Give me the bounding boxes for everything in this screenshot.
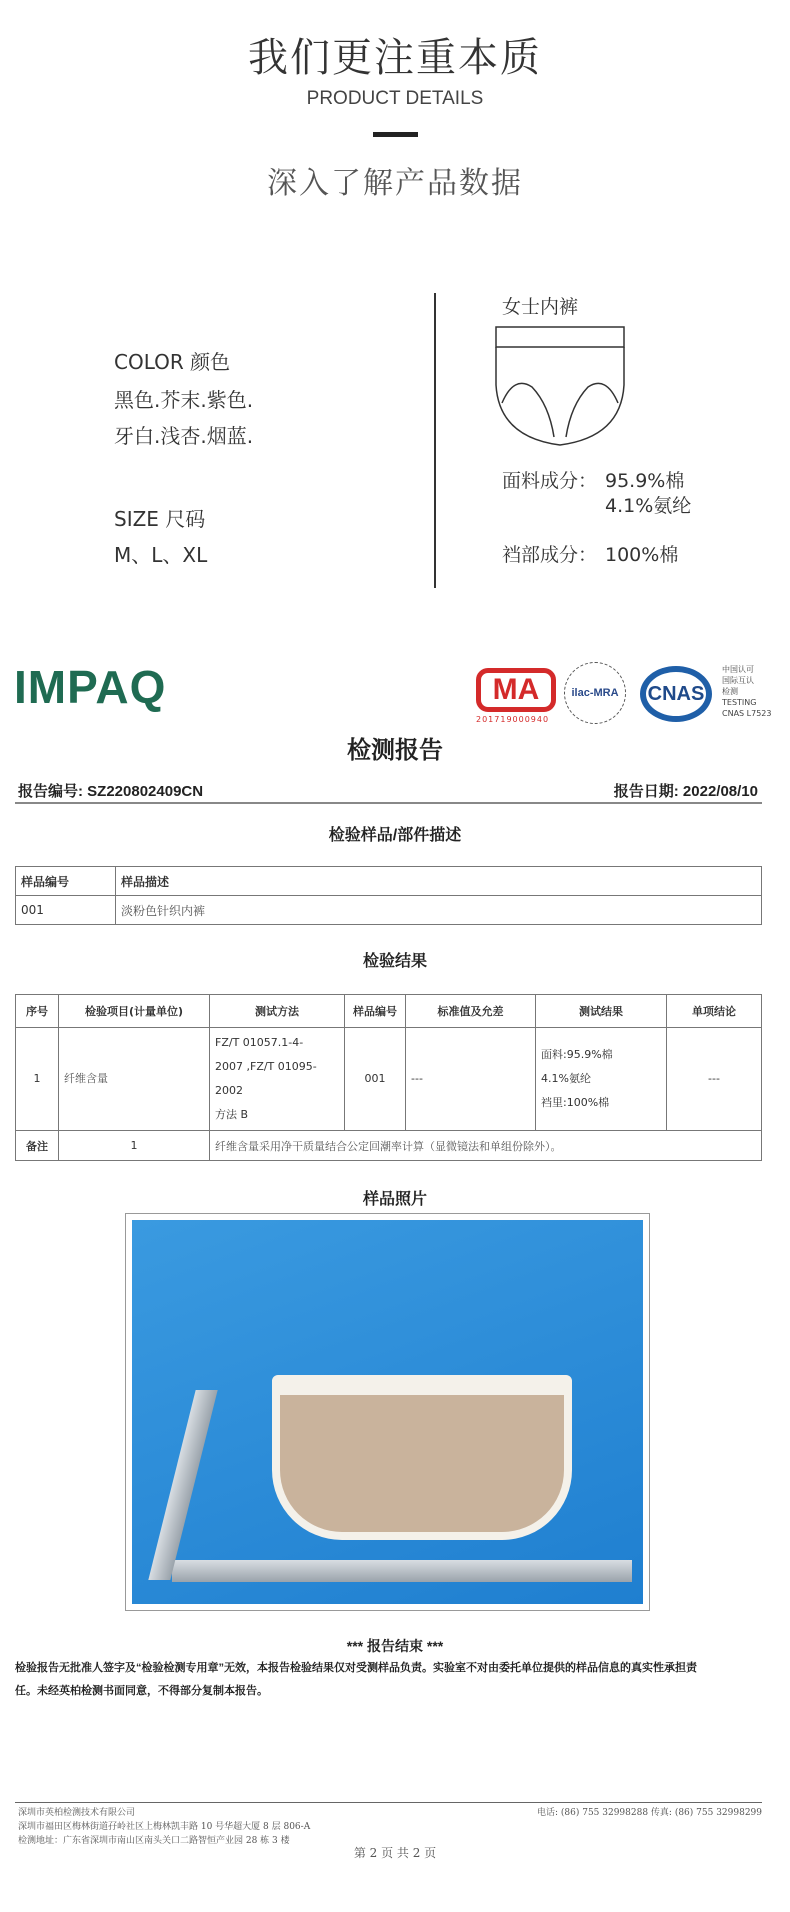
- size-label: SIZE 尺码: [114, 507, 206, 531]
- impaq-logo: IMPAQ: [14, 661, 167, 713]
- colors-line-2: 牙白.浅杏.烟蓝.: [114, 424, 254, 448]
- result-conclusion: ---: [667, 1028, 762, 1131]
- result-item: 纤维含量: [59, 1028, 210, 1131]
- remark-label: 备注: [16, 1131, 59, 1161]
- report-number: 报告编号: SZ220802409CN: [18, 783, 204, 800]
- footer-divider: [15, 1802, 762, 1803]
- result-line: 面料:95.9%棉: [541, 1048, 613, 1061]
- disclaimer-line: 任。未经英柏检测书面同意，不得部分复制本报告。: [15, 1685, 268, 1697]
- result-header: 测试结果: [536, 995, 667, 1028]
- sample-table: [15, 866, 762, 925]
- panties-photo: [272, 1375, 572, 1540]
- page-title: 我们更注重本质: [248, 35, 542, 81]
- ruler-vertical: [148, 1390, 217, 1580]
- page-subtitle: PRODUCT DETAILS: [306, 88, 484, 109]
- report-title: 检测报告: [347, 737, 443, 764]
- result-header: 序号: [16, 995, 59, 1028]
- cnas-side-text: 检测: [722, 687, 738, 696]
- ruler-horizontal: [172, 1560, 632, 1582]
- report-divider: [15, 802, 762, 804]
- cnas-text: CNAS: [647, 683, 705, 705]
- cnas-side-text: 中国认可: [722, 665, 754, 674]
- result-header: 单项结论: [667, 995, 762, 1028]
- sample-cell: 001: [16, 896, 116, 925]
- result-table: [15, 994, 762, 1161]
- footer-lab: 检测地址：广东省深圳市南山区南头关口二路智恒产业园 28 栋 3 楼: [18, 1836, 290, 1846]
- tagline: 深入了解产品数据: [267, 166, 523, 201]
- cnas-side-text: CNAS L7523: [722, 709, 772, 718]
- sample-section-title: 检验样品/部件描述: [328, 827, 462, 844]
- panties-icon: [494, 325, 626, 447]
- result-section-title: 检验结果: [362, 953, 427, 970]
- remark-text: 纤维含量采用净干质量结合公定回潮率计算（显微镜法和单组份除外）。: [210, 1131, 762, 1161]
- photo-section-title: 样品照片: [362, 1191, 427, 1208]
- title-divider: [373, 132, 418, 137]
- result-header: 检验项目(计量单位): [59, 995, 210, 1028]
- result-line: 裆里:100%棉: [541, 1096, 610, 1109]
- cma-text: MA: [492, 673, 540, 706]
- result-sample: 001: [345, 1028, 406, 1131]
- ilac-logo: [564, 662, 626, 724]
- sample-photo: [125, 1213, 650, 1611]
- cnas-logo: [640, 666, 712, 722]
- result-header: 标准值及允差: [406, 995, 536, 1028]
- result-header: 测试方法: [210, 995, 345, 1028]
- sample-cell: 淡粉色针织内裤: [116, 896, 762, 925]
- sample-header: 样品描述: [116, 867, 762, 896]
- method-line: 方法 B: [215, 1108, 249, 1121]
- fabric-2: 4.1%氨纶: [605, 495, 692, 517]
- result-standard: ---: [406, 1028, 536, 1131]
- footer-address: 深圳市福田区梅林街道孖岭社区上梅林凯丰路 10 号华超大厦 8 层 806-A: [18, 1822, 311, 1832]
- sample-header: 样品编号: [16, 867, 116, 896]
- color-label: COLOR 颜色: [114, 350, 231, 374]
- report-date: 报告日期: 2022/08/10: [613, 783, 758, 800]
- colors-line-1: 黑色.芥末.紫色.: [114, 388, 254, 412]
- sizes: M、L、XL: [114, 543, 208, 567]
- result-no: 1: [16, 1028, 59, 1131]
- page-number: 第 2 页 共 2 页: [353, 1846, 437, 1860]
- crotch-value: 100%棉: [605, 544, 679, 566]
- ilac-text: ilac-MRA: [571, 687, 619, 699]
- remark-no: 1: [59, 1131, 210, 1161]
- spec-divider: [434, 293, 436, 588]
- method-line: FZ/T 01057.1-4-: [215, 1036, 304, 1049]
- cnas-side-text: 国际互认: [722, 676, 754, 685]
- result-header: 样品编号: [345, 995, 406, 1028]
- report-end: *** 报告结束 ***: [346, 1638, 444, 1654]
- result-method: [210, 1028, 345, 1131]
- result-line: 4.1%氨纶: [541, 1072, 591, 1085]
- footer-company: 深圳市英柏检测技术有限公司: [18, 1808, 136, 1818]
- result-value: [536, 1028, 667, 1131]
- crotch-label: 裆部成分：: [502, 544, 598, 566]
- cnas-side-text: TESTING: [722, 698, 757, 707]
- fabric-label: 面料成分：: [502, 470, 598, 492]
- fabric-1: 95.9%棉: [605, 470, 685, 492]
- product-name: 女士内裤: [502, 296, 579, 318]
- cma-number: 201719000940: [476, 715, 550, 724]
- cma-logo: [476, 668, 556, 712]
- disclaimer-line: 检验报告无批准人签字及“检验检测专用章”无效，本报告检验结果仅对受测样品负责。实验室不对由委托单位提供的样品信息的真实性承担责: [15, 1662, 697, 1674]
- footer-phone: 电话: (86) 755 32998288 传真: (86) 755 32998299: [536, 1808, 762, 1818]
- method-line: 2007 ,FZ/T 01095-2002: [215, 1060, 317, 1097]
